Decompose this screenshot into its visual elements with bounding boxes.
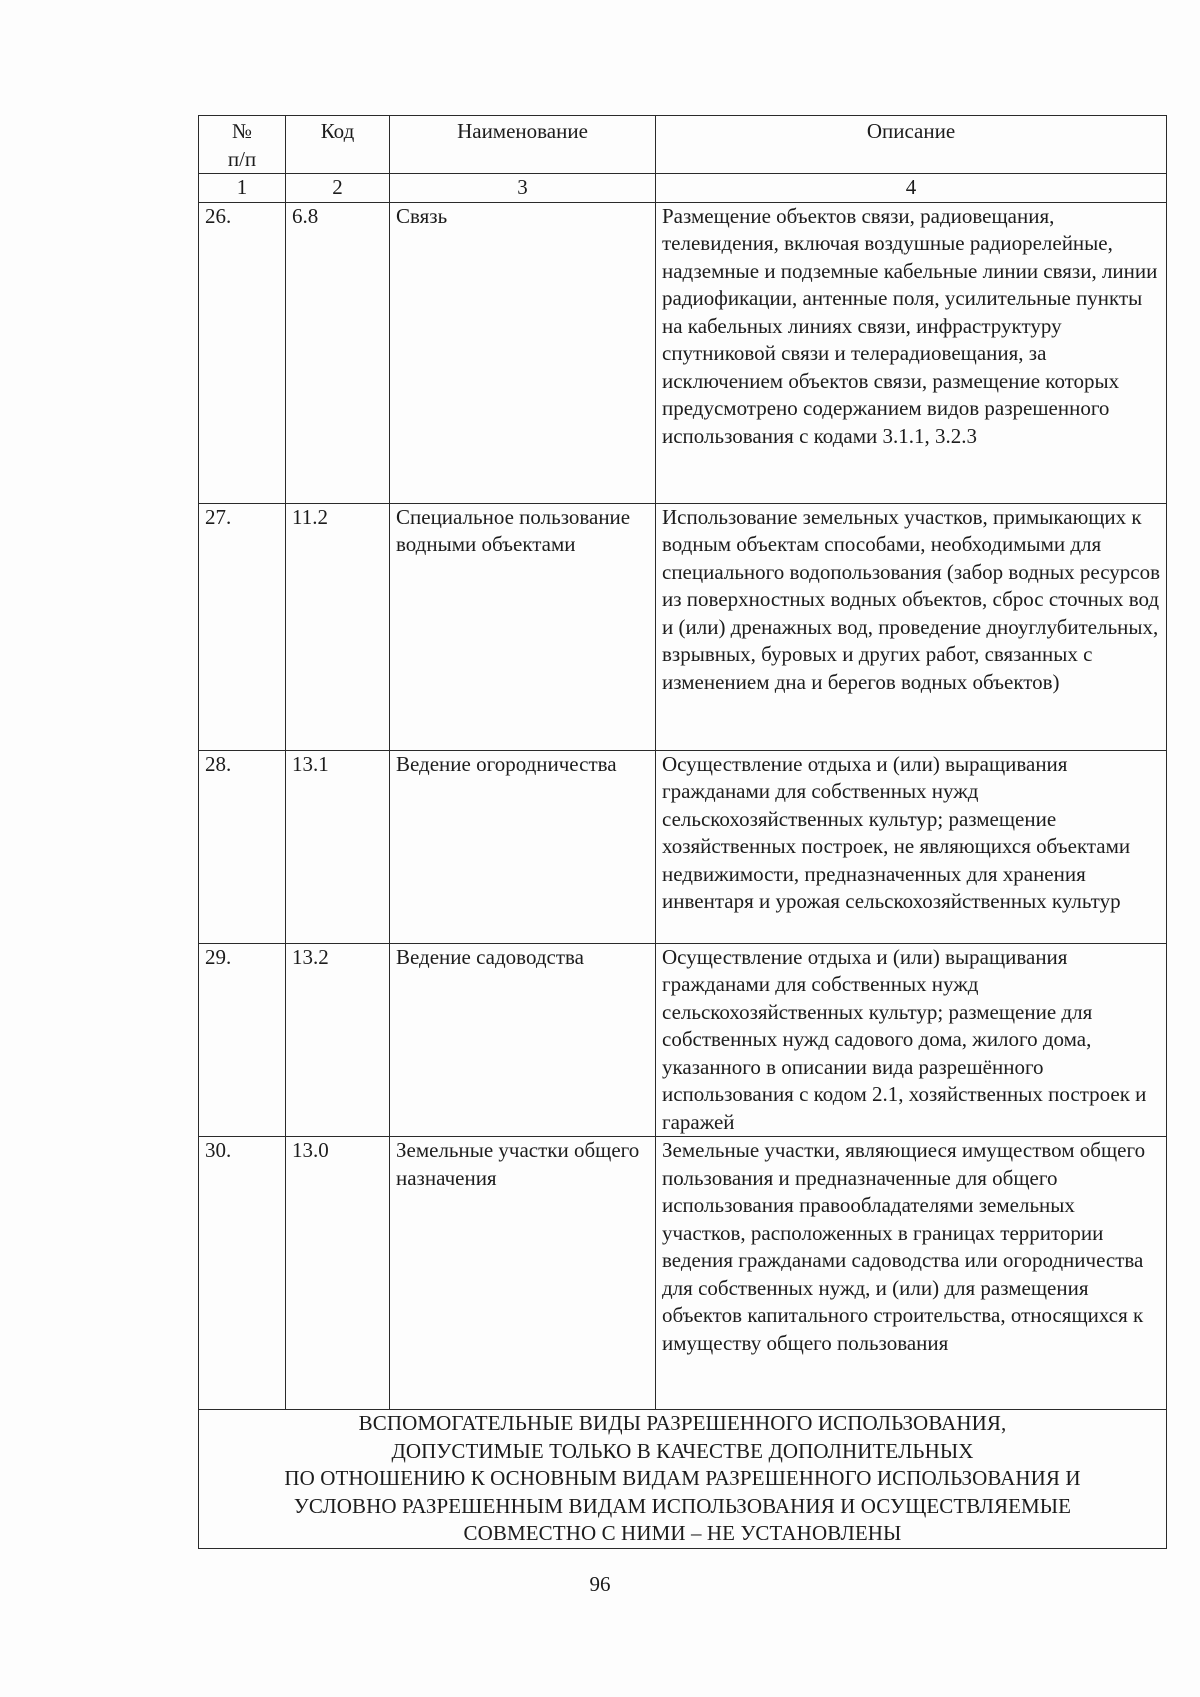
auxiliary-uses-note — [199, 1410, 1167, 1549]
row-number: 27. — [199, 503, 286, 750]
column-number: 1 — [199, 174, 286, 203]
table-row — [199, 503, 1167, 750]
land-use-table — [198, 115, 1167, 1549]
header-pp: п/п — [227, 146, 257, 171]
row-name: Связь — [390, 202, 656, 503]
page-number: 96 — [589, 1572, 611, 1596]
row-code: 13.2 — [286, 943, 390, 1137]
header-description: Описание — [656, 116, 1167, 174]
column-number: 2 — [286, 174, 390, 203]
auxiliary-line: ВСПОМОГАТЕЛЬНЫЕ ВИДЫ РАЗРЕШЕННОГО ИСПОЛЬЗОВАНИЯ, — [358, 1411, 1007, 1435]
table-row — [199, 1137, 1167, 1410]
auxiliary-uses-row — [199, 1410, 1167, 1549]
row-name: Ведение садоводства — [390, 943, 656, 1137]
header-code: Код — [286, 116, 390, 174]
table-header-row — [199, 116, 1167, 174]
row-description: Размещение объектов связи, радиовещания, телевидения, включая воздушные радиорелейные, надземные и подземные кабельные линии связи, линии радиофикации, антенные поля, усилительные пункты на кабельных линиях связи, инфраструктуру спутниковой связи и телерадиовещания, за исключением объектов связи, размещение которых предусмотрено содержанием видов разрешенного использования с кодами 3.1.1, 3.2.3 — [656, 202, 1167, 503]
header-name: Наименование — [390, 116, 656, 174]
row-name: Ведение огородничества — [390, 750, 656, 943]
row-description: Использование земельных участков, примыкающих к водным объектам способами, необходимыми для специального водопользования (забор водных ресурсов из поверхностных водных объектов, сброс сточных вод и (или) дренажных вод, проведение дноуглубительных, взрывных, буровых и других работ, связанных с изменением дна и берегов водных объектов) — [656, 503, 1167, 750]
row-name: Специальное пользование водными объектами — [390, 503, 656, 750]
auxiliary-line: УСЛОВНО РАЗРЕШЕННЫМ ВИДАМ ИСПОЛЬЗОВАНИЯ И ОСУЩЕСТВЛЯЕМЫЕ — [293, 1493, 1072, 1518]
row-description: Осуществление отдыха и (или) выращивания гражданами для собственных нужд сельскохозяйственных культур; размещение для собственных нужд садового дома, жилого дома, указанного в описании вида разрешённого использования с кодом 2.1, хозяйственных построек и гаражей — [656, 943, 1167, 1137]
row-name: Земельные участки общего назначения — [390, 1137, 656, 1410]
auxiliary-line: СОВМЕСТНО С НИМИ – НЕ УСТАНОВЛЕНЫ — [463, 1521, 902, 1545]
table-row — [199, 202, 1167, 503]
table-row — [199, 943, 1167, 1137]
row-description: Земельные участки, являющиеся имуществом общего пользования и предназначенные для общего использования правообладателями земельных участков, расположенных в границах территории ведения гражданами садоводства или огородничества для собственных нужд, и (или) для размещения объектов капитального строительства, относящихся к имуществу общего пользования — [656, 1137, 1167, 1410]
row-number: 29. — [199, 943, 286, 1137]
column-number: 3 — [390, 174, 656, 203]
row-code: 13.1 — [286, 750, 390, 943]
row-description: Осуществление отдыха и (или) выращивания гражданами для собственных нужд сельскохозяйственных культур; размещение хозяйственных построек, не являющихся объектами недвижимости, предназначенных для хранения инвентаря и урожая сельскохозяйственных культур — [656, 750, 1167, 943]
column-number: 4 — [656, 174, 1167, 203]
header-number-sign: № — [231, 119, 253, 143]
row-number: 26. — [199, 202, 286, 503]
row-code: 13.0 — [286, 1137, 390, 1410]
auxiliary-line: ПО ОТНОШЕНИЮ К ОСНОВНЫМ ВИДАМ РАЗРЕШЕННОГО ИСПОЛЬЗОВАНИЯ И — [284, 1466, 1081, 1490]
column-number-row — [199, 174, 1167, 203]
row-number: 30. — [199, 1137, 286, 1410]
table-row — [199, 750, 1167, 943]
row-code: 11.2 — [286, 503, 390, 750]
header-number — [199, 116, 286, 174]
row-number: 28. — [199, 750, 286, 943]
auxiliary-line: ДОПУСТИМЫЕ ТОЛЬКО В КАЧЕСТВЕ ДОПОЛНИТЕЛЬНЫХ — [391, 1438, 974, 1463]
row-code: 6.8 — [286, 202, 390, 503]
